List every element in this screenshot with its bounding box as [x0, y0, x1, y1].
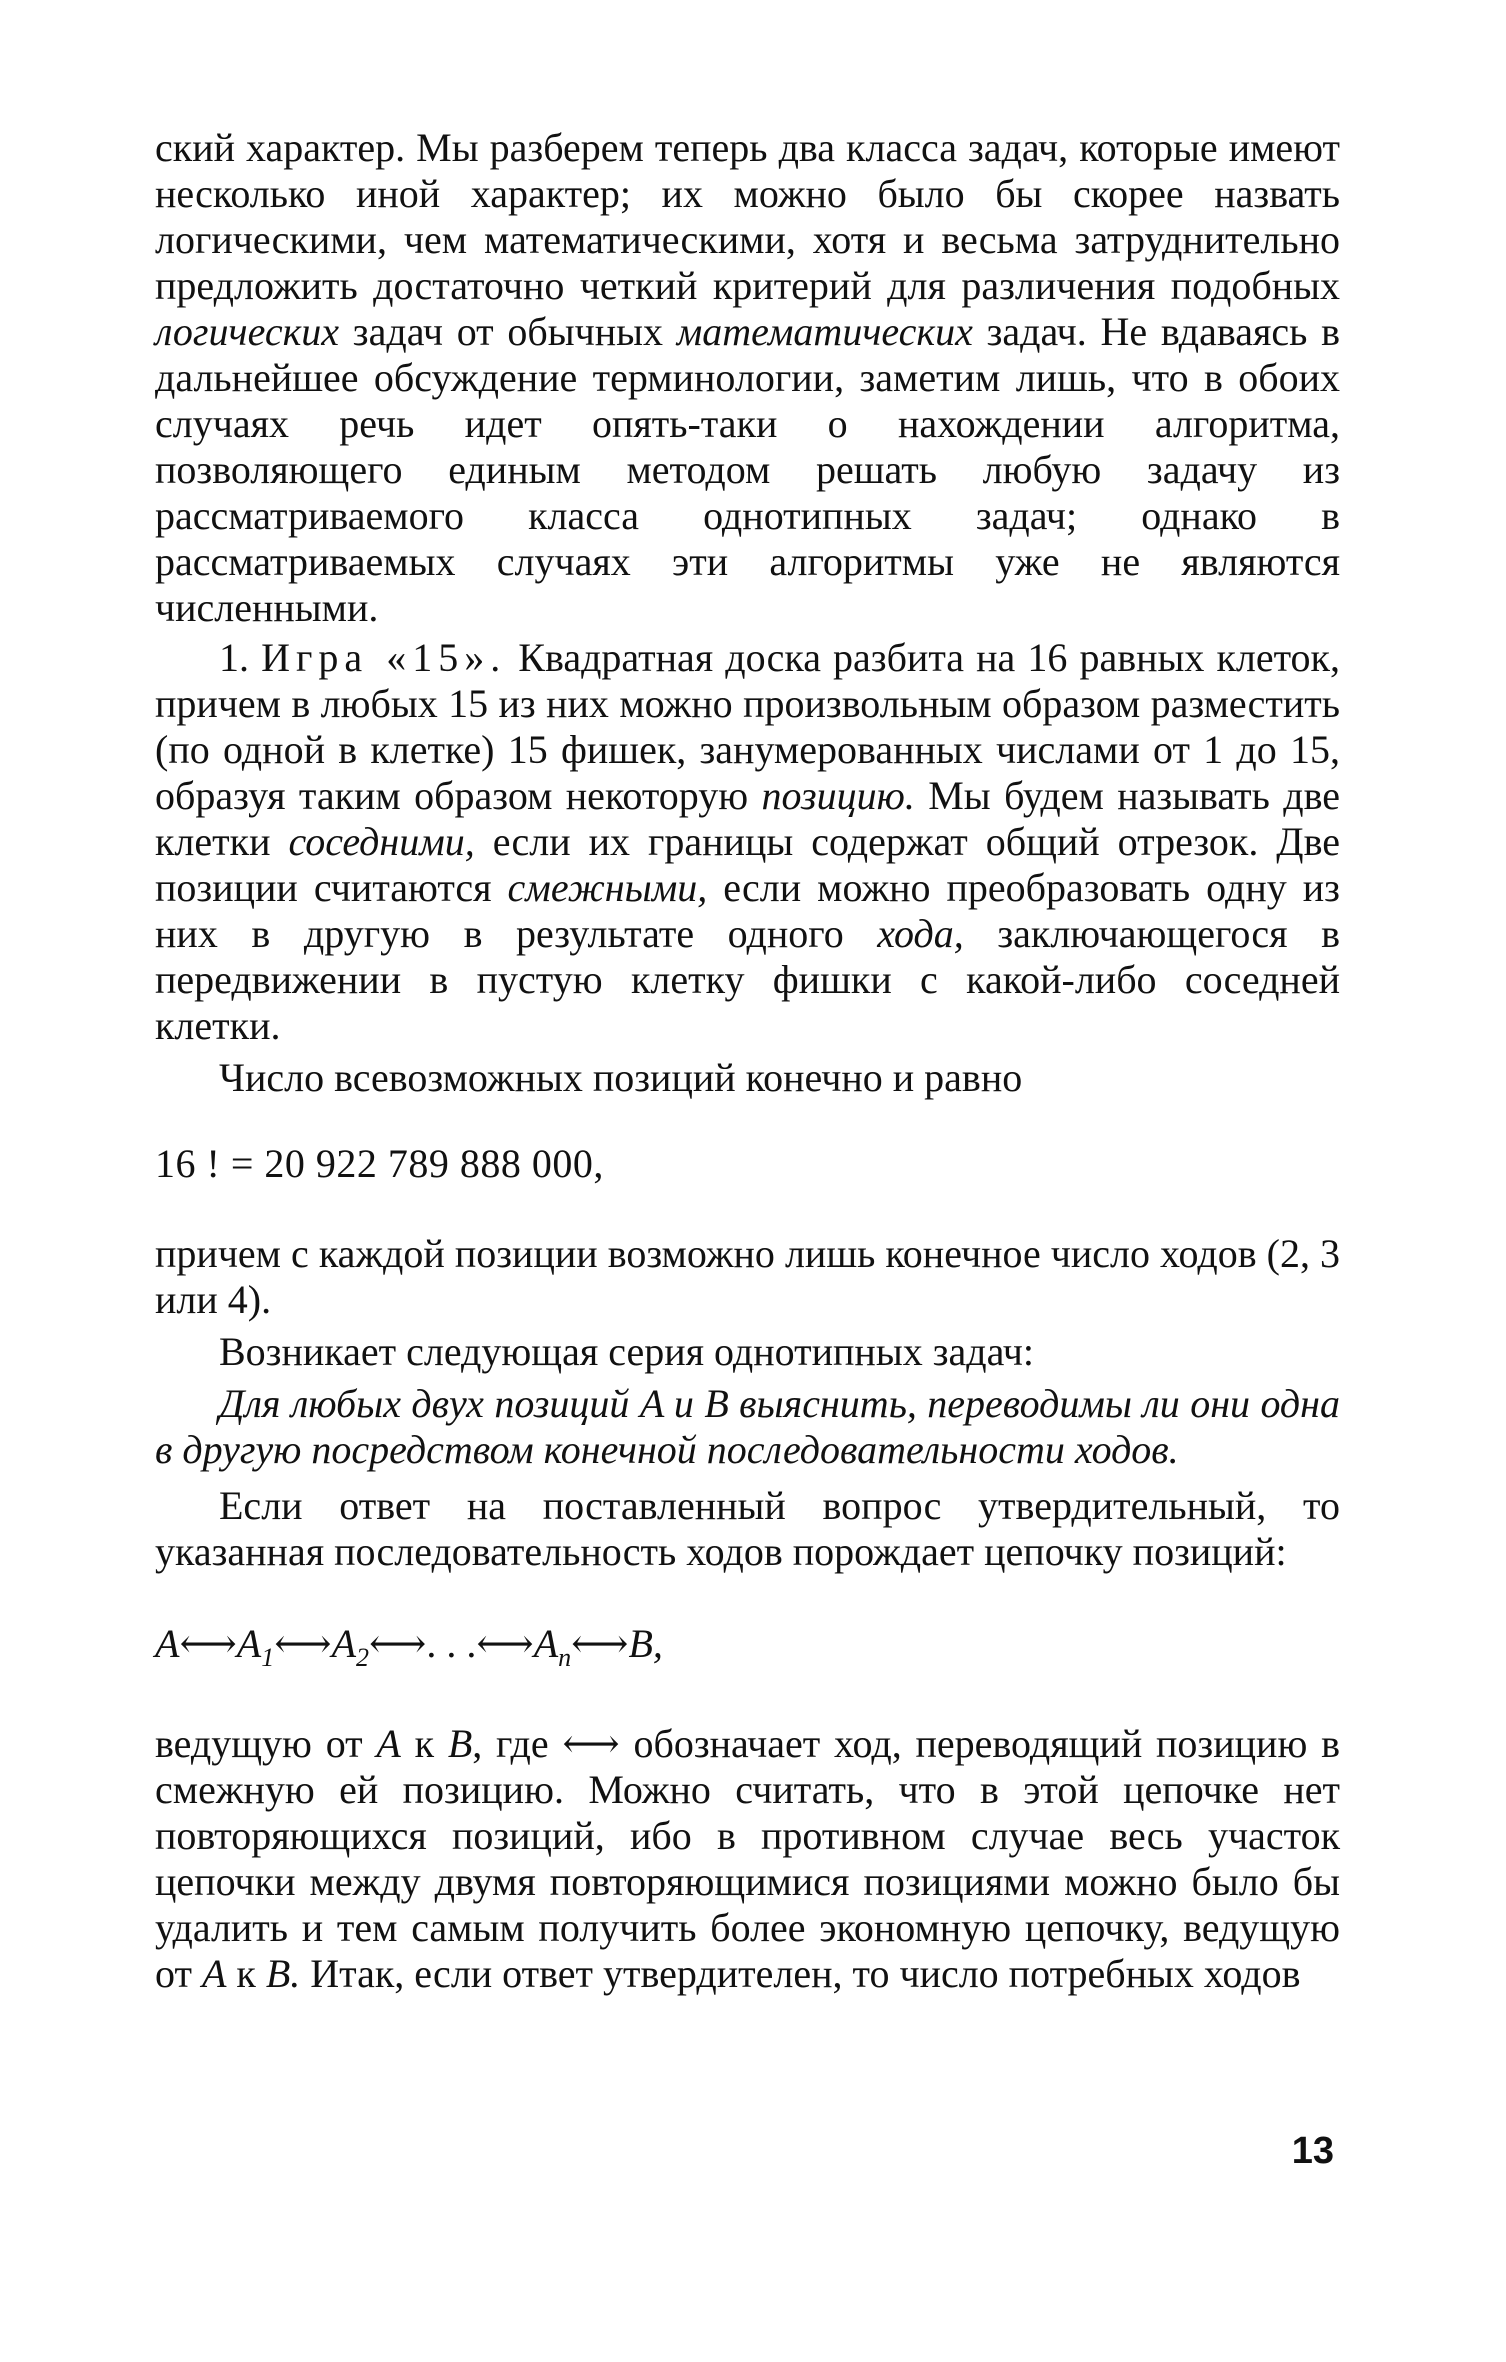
- paragraph-positions-count: Число всевозможных позиций конечно и равно: [219, 1055, 1023, 1100]
- double-arrow-icon: ⟷: [571, 1621, 629, 1666]
- item-number: 1.: [219, 635, 249, 680]
- formula-chain: $A⟷A_1⟷A_2⟷$. . $.⟷A_n⟷B$,: [155, 1621, 663, 1672]
- page-number: 13: [1291, 2130, 1334, 2172]
- double-arrow-icon: ⟷: [179, 1621, 237, 1666]
- page-body: [155, 125, 1340, 1997]
- paragraph-chain-intro: Если ответ на поставленный вопрос утвердительный, то указанная последовательность ходов порождает цепочку позиций:: [155, 1483, 1340, 1574]
- section-title: Игра «15».: [261, 635, 507, 680]
- formula-factorial: 16 ! = 20 922 789 888 000,: [155, 1141, 604, 1186]
- double-arrow-icon: ⟷: [274, 1621, 332, 1666]
- emphasis-logical: логических: [155, 309, 340, 354]
- double-arrow-icon: ⟷: [369, 1621, 427, 1666]
- paragraph-task-intro: Возникает следующая серия однотипных задач:: [219, 1329, 1034, 1374]
- paragraph-intro: ский характер. Мы разберем теперь два класса задач, которые имеют несколько иной характер; их можно было бы скорее назвать логическими, чем математическими, хотя и весьма затруднительно предложить достаточно четкий критерий для различения подобных логических задач от обычных математических задач. Не вдаваясь в дальнейшее обсуждение терминологии, заметим лишь, что в обоих случаях речь идет опять-таки о нахождении алгоритма, позволяющего единым методом решать любую задачу из рассматриваемого класса однотипных задач; однако в рассматриваемых случаях эти алгоритмы уже не являются численными.: [155, 125, 1340, 630]
- emphasis-mathematical: математических: [676, 309, 973, 354]
- double-arrow-icon: ⟷: [476, 1621, 534, 1666]
- paragraph-game-15: 1. Игра «15». Квадратная доска разбита на 16 равных клеток, причем в любых 15 из них можно произвольным образом разместить (по одной в клетке) 15 фишек, занумерованных числами от 1 до 15, образуя таким образом некоторую позицию. Мы будем называть две клетки соседними, если их границы содержат общий отрезок. Две позиции считаются смежными, если можно преобразовать одну из них в другую в результате одного хода, заключающегося в передвижении в пустую клетку фишки с какой-либо соседней клетки.: [155, 635, 1341, 1048]
- paragraph-task-statement: Для любых двух позиций A и B выяснить, переводимы ли они одна в другую посредством конечной последовательности ходов.: [155, 1381, 1340, 1472]
- paragraph-moves: причем с каждой позиции возможно лишь конечное число ходов (2, 3 или 4).: [155, 1231, 1340, 1322]
- paragraph-chain-explanation: ведущую от A к B, где ⟷ обозначает ход, переводящий позицию в смежную ей позицию. Можно считать, что в этой цепочке нет повторяющихся позиций, ибо в противном случае весь участок цепочки между двумя повторяющимися позициями можно было бы удалить и тем самым получить более экономную цепочку, ведущую от A к B. Итак, если ответ утвердителен, то число потребных ходов: [155, 1721, 1340, 1996]
